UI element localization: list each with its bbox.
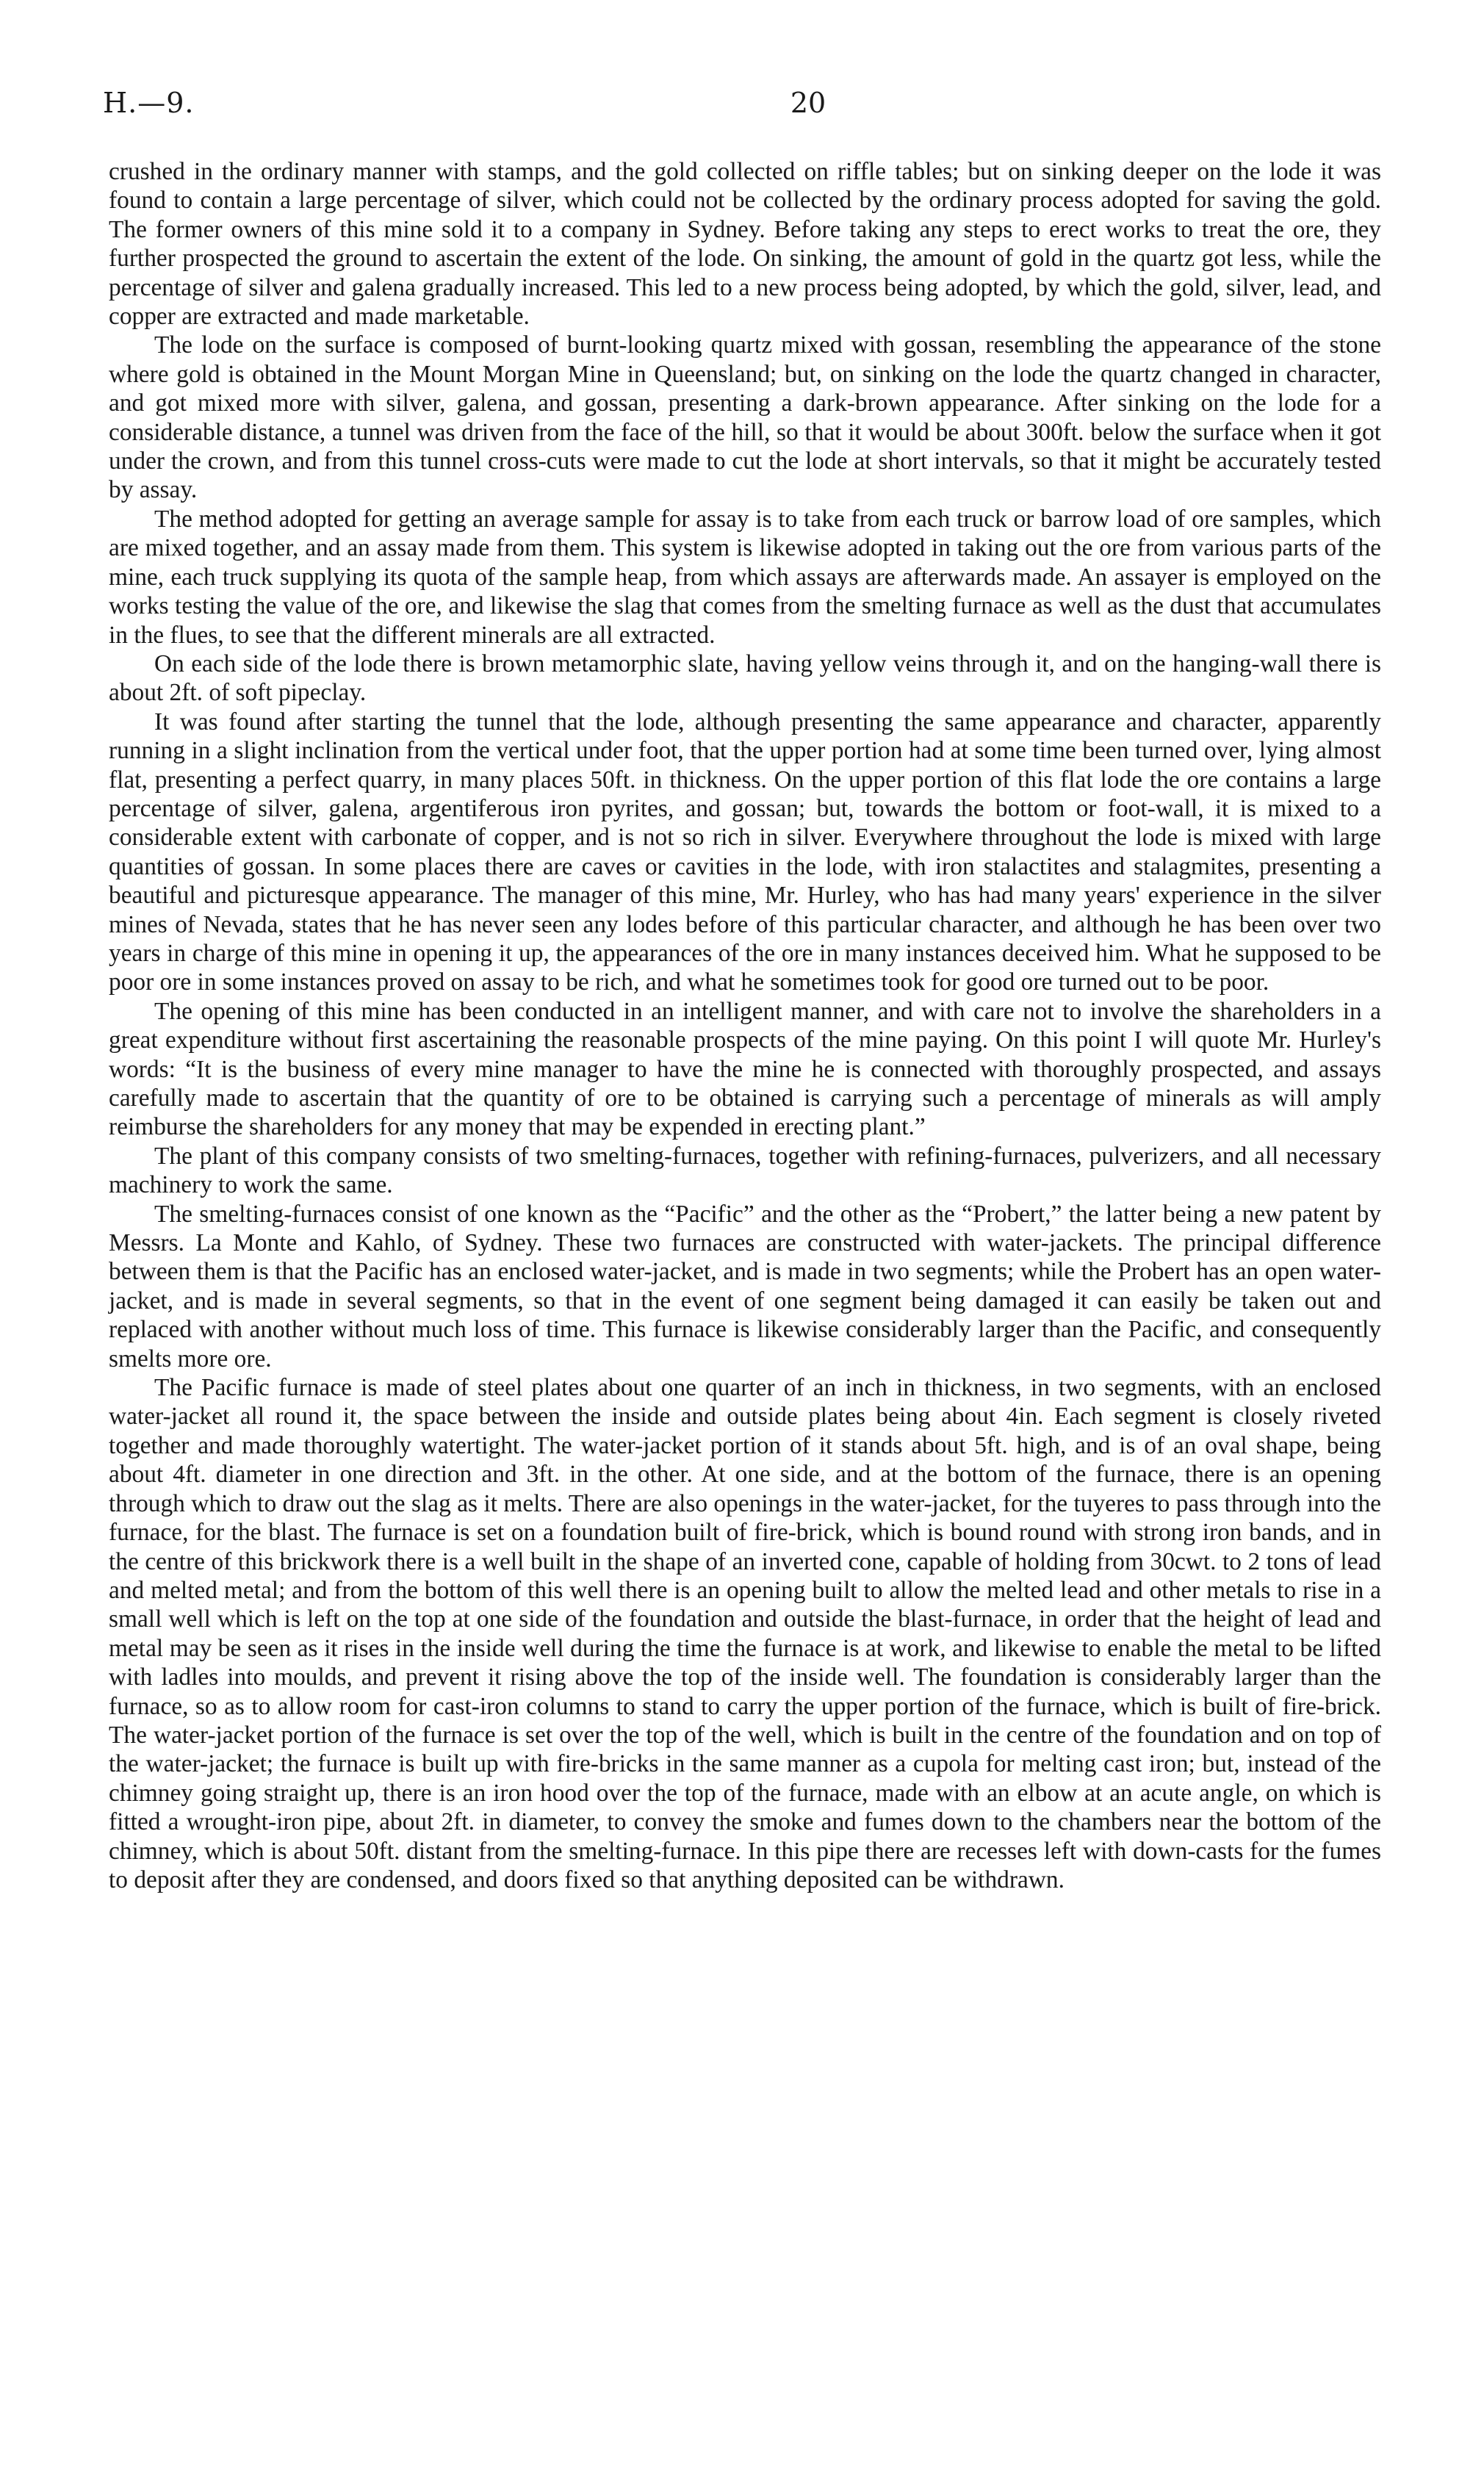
paragraph: The Pacific furnace is made of steel plates about one quarter of an inch in thickness, in two segments, with an enclosed water-jacket all round it, the space between the inside and outside plates being about 4in. Each segment is closely riveted together and made thoroughly watertight. The water-jacket portion of it stands about 5ft. high, and is of an oval shape, being about 4ft. diameter in one direction and 3ft. in the other. At one side, and at the bottom of the furnace, there is an opening through which to draw out the slag as it melts. There are also openings in the water-jacket, for the tuyeres to pass through into the furnace, for the blast. The furnace is set on a foundation built of fire-brick, which is bound round with strong iron bands, and in the centre of this brickwork there is a well built in the shape of an inverted cone, capable of holding from 30cwt. to 2 tons of lead and melted metal; and from the bottom of this well there is an opening built to allow the melted lead and other metals to rise in a small well which is left on the top at one side of the foundation and outside the blast-furnace, in order that the height of lead and metal may be seen as it rises in the inside well during the time the furnace is at work, and likewise to enable the metal to be lifted with ladles into moulds, and prevent it rising above the top of the inside well. The foundation is considerably larger than the furnace, so as to allow room for cast-iron columns to stand to carry the upper portion of the furnace, which is built of fire-brick. The water-jacket portion of the furnace is set over the top of the well, which is built in the centre of the foundation and on top of the water-jacket; the furnace is built up with fire-bricks in the same manner as a cupola for melting cast iron; but, instead of the chimney going straight up, there is an iron hood over the top of the furnace, made with an elbow at an acute angle, on which is fitted a wrought-iron pipe, about 2ft. in diameter, to convey the smoke and fumes down to the chambers near the bottom of the chimney, which is about 50ft. distant from the smelting-furnace. In this pipe there are recesses left with down-casts for the fumes to deposit after they are condensed, and doors fixed so that anything deposited can be withdrawn. (109, 1374, 1381, 1893)
page-number: 20 (790, 87, 826, 119)
paragraph: On each side of the lode there is brown metamorphic slate, having yellow veins through it, and on the hanging-wall there is about 2ft. of soft pipeclay. (109, 650, 1381, 707)
paragraph: crushed in the ordinary manner with stamps, and the gold collected on riffle tables; but on sinking deeper on the lode it was found to contain a large percentage of silver, which could not be collected by the ordinary process adopted for saving the gold. The former owners of this mine sold it to a company in Sydney. Before taking any steps to erect works to treat the ore, they further prospected the ground to ascertain the extent of the lode. On sinking, the amount of gold in the quartz got less, while the percentage of silver and galena gradually increased. This led to a new process being adopted, by which the gold, silver, lead, and copper are extracted and made marketable. (109, 158, 1381, 331)
document-reference: H.—9. (103, 87, 195, 119)
paragraph: The smelting-furnaces consist of one known as the “Pacific” and the other as the “Probert,” the latter being a new patent by Messrs. La Monte and Kahlo, of Sydney. These two furnaces are constructed with water-jackets. The principal difference between them is that the Pacific has an enclosed water-jacket, and is made in two segments; while the Probert has an open water-jacket, and is made in several segments, so that in the event of one segment being damaged it can easily be taken out and replaced with another without much loss of time. This furnace is likewise considerably larger than the Pacific, and consequently smelts more ore. (109, 1200, 1381, 1373)
paragraph: The plant of this company consists of two smelting-furnaces, together with refining-furnaces, pulverizers, and all necessary machinery to work the same. (109, 1142, 1381, 1199)
paragraph: The lode on the surface is composed of burnt-looking quartz mixed with gossan, resembling the appearance of the stone where gold is obtained in the Mount Morgan Mine in Queensland; but, on sinking on the lode the quartz changed in character, and got mixed more with silver, galena, and gossan, presenting a dark-brown appearance. After sinking on the lode for a considerable distance, a tunnel was driven from the face of the hill, so that it would be about 300ft. below the surface when it got under the crown, and from this tunnel cross-cuts were made to cut the lode at short intervals, so that it might be accurately tested by assay. (109, 331, 1381, 504)
paragraph: The method adopted for getting an average sample for assay is to take from each truck or barrow load of ore samples, which are mixed together, and an assay made from them. This system is likewise adopted in taking out the ore from various parts of the mine, each truck supplying its quota of the sample heap, from which assays are afterwards made. An assayer is employed on the works testing the value of the ore, and likewise the slag that comes from the smelting furnace as well as the dust that accumulates in the flues, to see that the different minerals are all extracted. (109, 505, 1381, 649)
paragraph: It was found after starting the tunnel that the lode, although presenting the same appearance and character, apparently running in a slight inclination from the vertical under foot, that the upper portion had at some time been turned over, lying almost flat, presenting a perfect quarry, in many places 50ft. in thickness. On the upper portion of this flat lode the ore contains a large percentage of silver, galena, argentiferous iron pyrites, and gossan; but, towards the bottom or foot-wall, it is mixed to a considerable extent with carbonate of copper, and is not so rich in silver. Everywhere throughout the lode is mixed with large quantities of gossan. In some places there are caves or cavities in the lode, with iron stalactites and stalagmites, presenting a beautiful and picturesque appearance. The manager of this mine, Mr. Hurley, who has had many years' experience in the silver mines of Nevada, states that he has never seen any lodes before of this particular character, and although he has been over two years in charge of this mine in opening it up, the appearances of the ore in many instances deceived him. What he supposed to be poor ore in some instances proved on assay to be rich, and what he sometimes took for good ore turned out to be poor. (109, 708, 1381, 996)
paragraph: The opening of this mine has been conducted in an intelligent manner, and with care not to involve the shareholders in a great expenditure without first ascertaining the reasonable prospects of the mine paying. On this point I will quote Mr. Hurley's words: “It is the business of every mine manager to have the mine he is connected with thoroughly prospected, and assays carefully made to ascertain that the quantity of ore to be obtained is carrying such a percentage of minerals as will amply reimburse the shareholders for any money that may be expended in erecting plant.” (109, 997, 1381, 1141)
page-header (103, 87, 1469, 131)
body-text (109, 157, 1381, 1894)
